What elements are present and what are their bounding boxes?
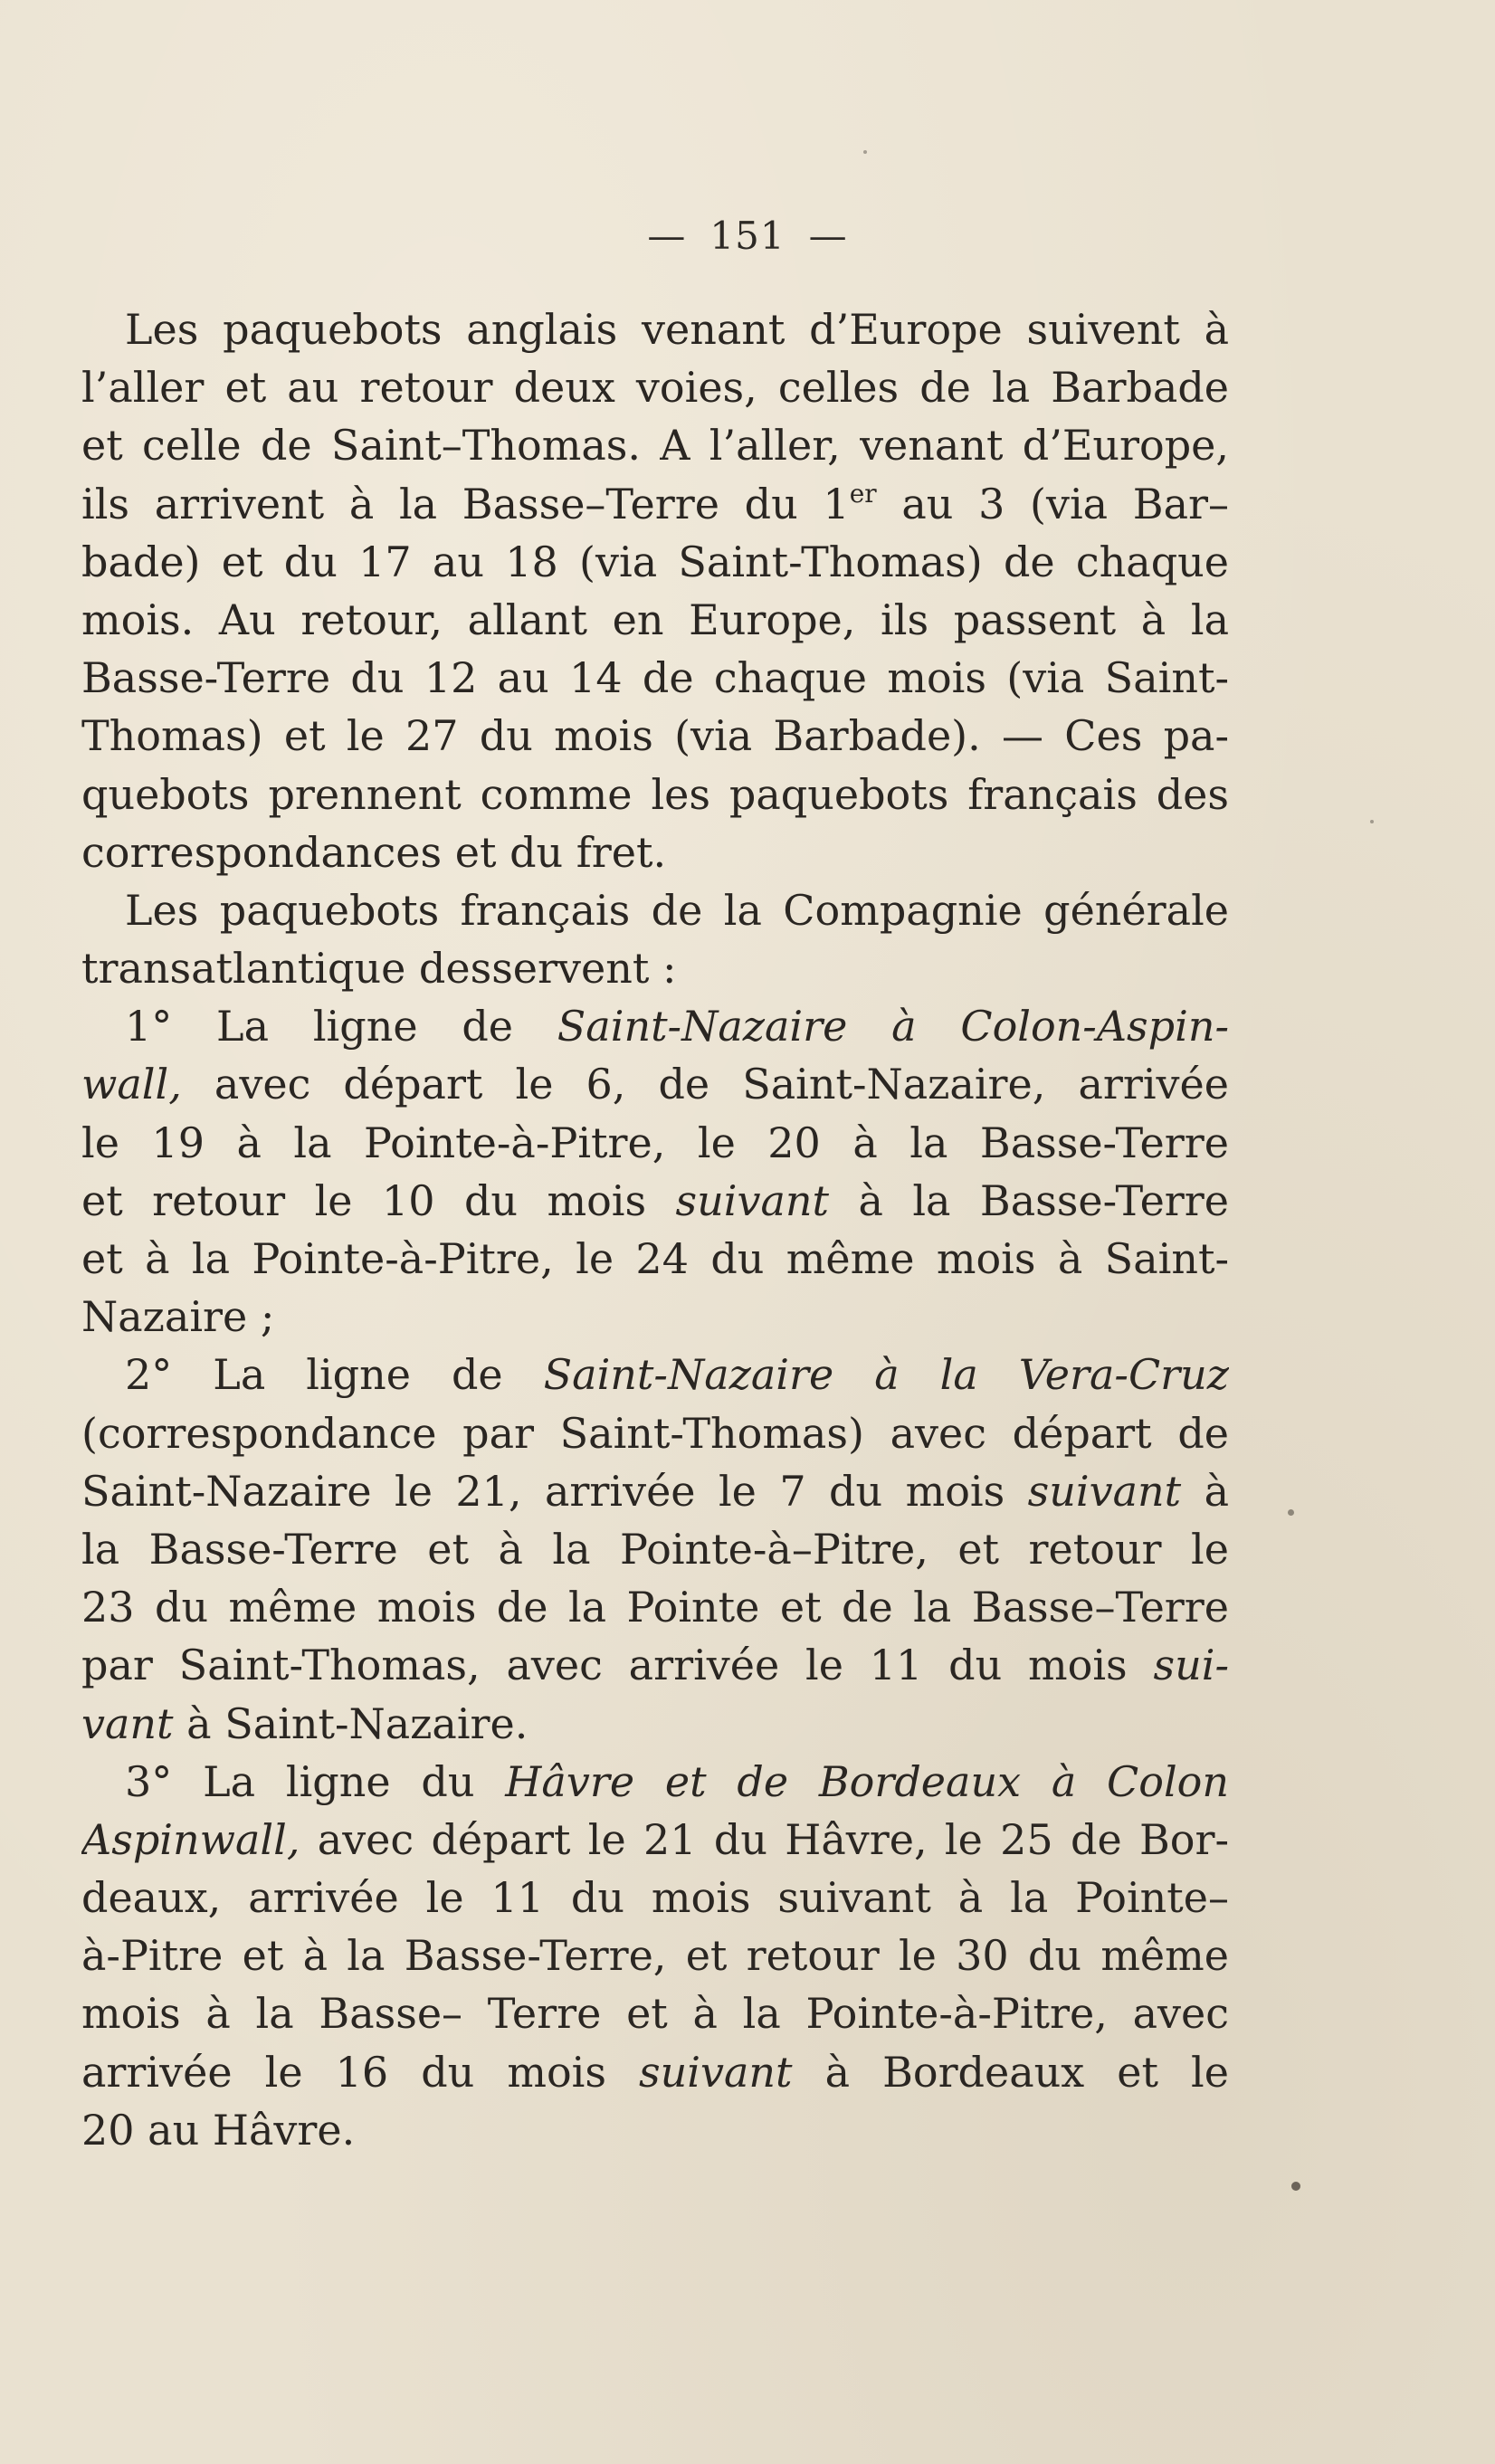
text-segment: et à la Pointe-à-Pitre, le 24 du même mois à Saint- (81, 1234, 1229, 1283)
text-segment: le 19 à la Pointe-à-Pitre, le 20 à la Basse-Terre (81, 1118, 1229, 1167)
text-line (81, 707, 1229, 765)
text-segment: bade) et du 17 au 18 (via Saint-Thomas) de chaque (81, 537, 1229, 586)
text-line (81, 1636, 1229, 1694)
text-line (81, 1520, 1229, 1578)
text-line (81, 1346, 1229, 1403)
page-number-value: 151 (709, 214, 786, 258)
text-line (81, 2101, 1229, 2159)
italic-text: Aspinwall, (81, 1814, 300, 1864)
text-line (81, 300, 1229, 358)
text-segment: Les paquebots français de la Compagnie générale (125, 885, 1229, 935)
text-segment: mois à la Basse– Terre et à la Pointe-à-Pitre, avec (81, 1989, 1229, 2039)
text-segment: à Saint-Nazaire. (173, 1698, 528, 1748)
text-line (81, 416, 1229, 474)
italic-text: Saint-Nazaire à Colon-Aspin- (557, 1002, 1229, 1051)
text-segment: arrivée le 16 du mois (81, 2047, 640, 2097)
text-segment: correspondances et du fret. (81, 827, 667, 877)
text-segment: Thomas) et le 27 du mois (via Barbade). — Ces pa- (81, 711, 1229, 761)
italic-text: Hâvre et de Bordeaux à Colon (505, 1756, 1229, 1806)
italic-text: Saint-Nazaire à la Vera-Cruz (543, 1350, 1229, 1400)
text-line (81, 823, 1229, 881)
text-segment: et retour le 10 du mois (81, 1175, 676, 1225)
text-segment: à-Pitre et à la Basse-Terre, et retour le 30 du même (81, 1931, 1229, 1981)
text-line (81, 1869, 1229, 1926)
text-segment: Nazaire ; (81, 1292, 275, 1342)
text-line (81, 1230, 1229, 1288)
text-segment: 2° La ligne de (125, 1350, 544, 1400)
text-line (81, 997, 1229, 1055)
text-line (81, 1404, 1229, 1462)
body-text (81, 300, 1229, 2159)
text-line (81, 2043, 1229, 2101)
text-segment: à (1181, 1466, 1229, 1516)
text-line (81, 533, 1229, 591)
text-segment: à la Basse-Terre (829, 1175, 1229, 1225)
italic-text: suivant (1027, 1466, 1182, 1516)
text-line (81, 1695, 1229, 1753)
text-line (81, 358, 1229, 416)
text-line (81, 766, 1229, 823)
italic-text: sui- (1153, 1641, 1229, 1690)
text-segment: Basse-Terre du 12 au 14 de chaque mois (via Saint- (81, 653, 1229, 703)
italic-text: vant (81, 1698, 174, 1748)
text-line (81, 1172, 1229, 1230)
paper-speck (1370, 820, 1374, 823)
text-segment: Saint-Nazaire le 21, arrivée le 7 du mois (81, 1466, 1028, 1516)
page-number-dash-right: — (808, 214, 848, 258)
paper-speck (1288, 1509, 1294, 1516)
text-segment: 1° La ligne de (125, 1002, 557, 1051)
page-number-dash-left: — (647, 214, 687, 258)
text-segment: ils arrivent à la Basse–Terre du 1 (81, 479, 850, 528)
text-segment: Les paquebots anglais venant d’Europe suivent à (125, 305, 1229, 354)
text-line (81, 1462, 1229, 1520)
text-segment: l’aller et au retour deux voies, celles de la Barbade (81, 363, 1229, 413)
text-segment: deaux, arrivée le 11 du mois suivant à la Pointe– (81, 1873, 1229, 1923)
text-line (81, 1114, 1229, 1172)
text-segment: transatlantique desservent : (81, 944, 677, 994)
text-line (81, 475, 1229, 533)
superscript: er (849, 478, 877, 509)
text-line (81, 1055, 1229, 1113)
text-segment: à Bordeaux et le (792, 2047, 1229, 2097)
text-segment: 3° La ligne du (125, 1756, 506, 1806)
text-line (81, 1811, 1229, 1869)
paper-speck (863, 150, 867, 154)
text-line (81, 1984, 1229, 2042)
text-line (81, 1926, 1229, 1984)
text-line (81, 939, 1229, 997)
text-segment: par Saint-Thomas, avec arrivée le 11 du mois (81, 1641, 1154, 1690)
text-segment: et celle de Saint–Thomas. A l’aller, venant d’Europe, (81, 421, 1229, 471)
italic-text: suivant (675, 1175, 830, 1225)
text-segment: (correspondance par Saint-Thomas) avec départ de (81, 1408, 1229, 1458)
text-segment: avec départ le 21 du Hâvre, le 25 de Bor- (300, 1814, 1229, 1864)
text-line (81, 881, 1229, 939)
text-line (81, 1288, 1229, 1346)
text-line (81, 591, 1229, 649)
text-segment: la Basse-Terre et à la Pointe-à–Pitre, et retour le (81, 1524, 1229, 1574)
text-line (81, 649, 1229, 707)
italic-text: suivant (639, 2047, 793, 2097)
text-segment: 20 au Hâvre. (81, 2105, 356, 2155)
text-segment: 23 du même mois de la Pointe et de la Basse–Terre (81, 1583, 1229, 1632)
text-segment: avec départ le 6, de Saint-Nazaire, arrivée (181, 1060, 1229, 1109)
text-line (81, 1753, 1229, 1811)
text-segment: quebots prennent comme les paquebots français des (81, 769, 1229, 819)
text-segment: au 3 (via Bar– (876, 479, 1229, 528)
paper-speck (1291, 2182, 1300, 2191)
italic-text: wall, (81, 1060, 182, 1109)
text-segment: mois. Au retour, allant en Europe, ils passent à la (81, 595, 1229, 644)
text-line (81, 1578, 1229, 1636)
page-number (0, 214, 1495, 258)
